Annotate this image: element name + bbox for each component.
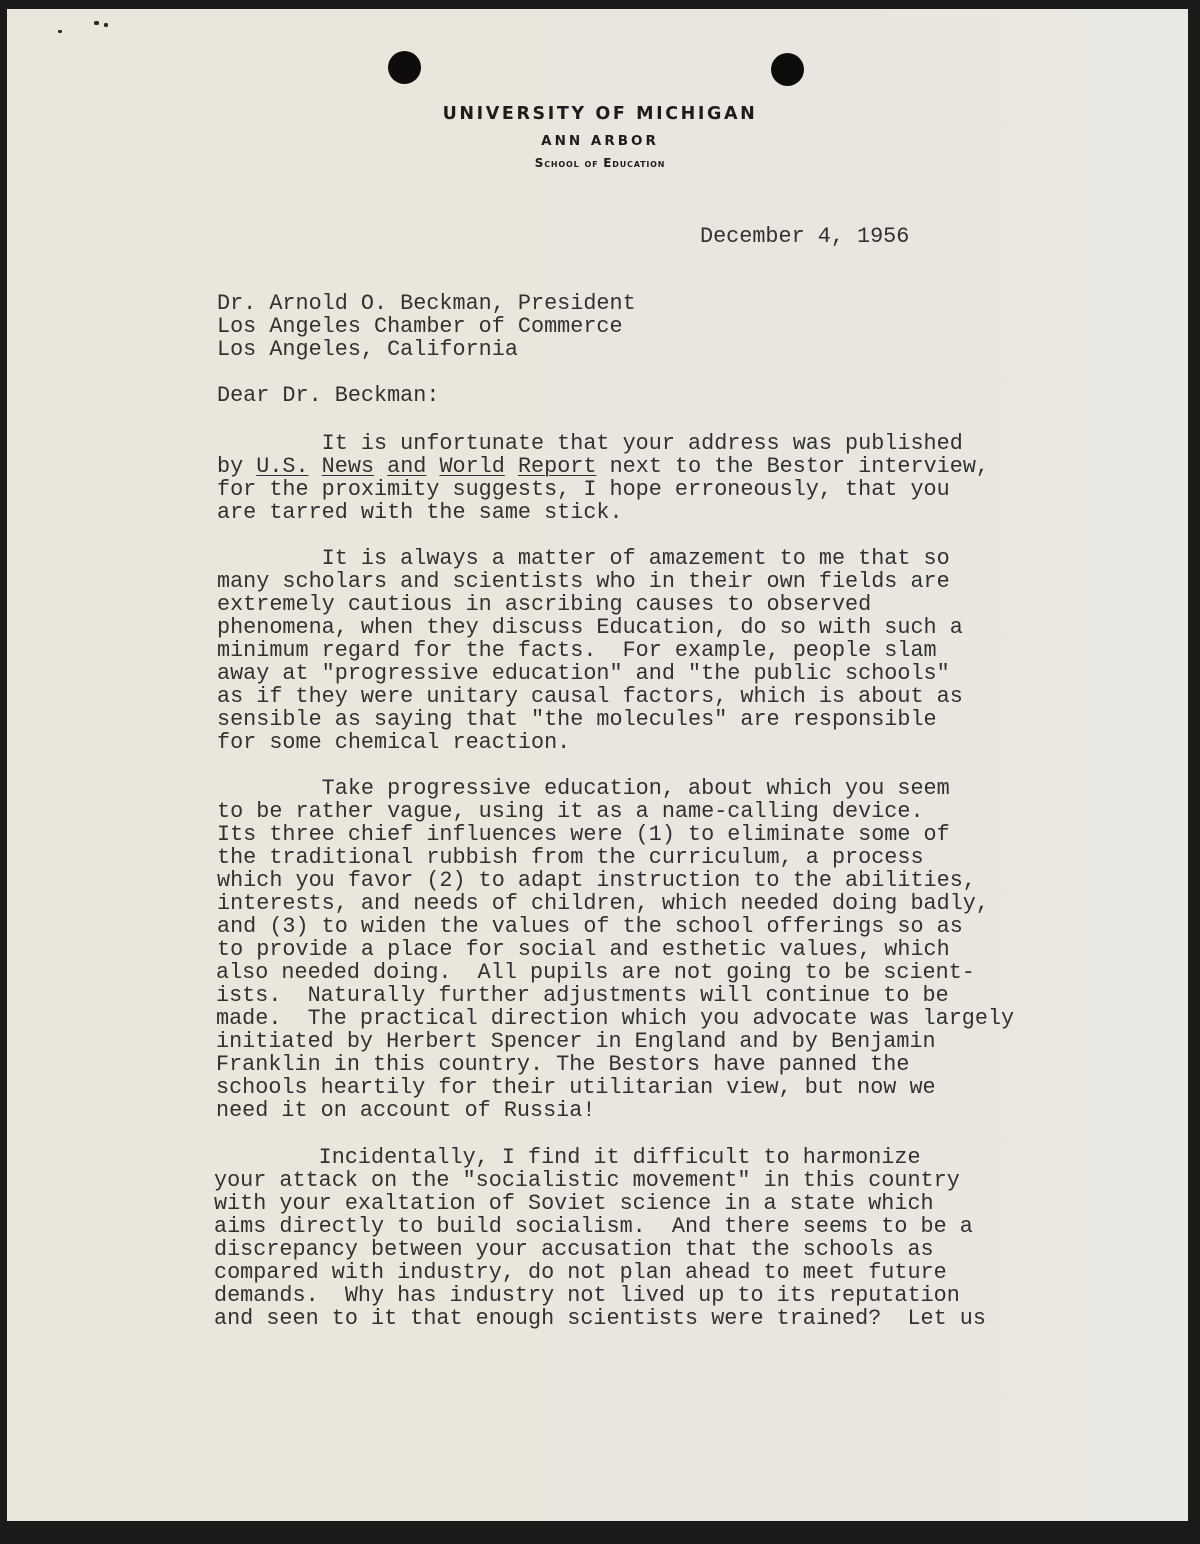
paragraph-line: for some chemical reaction.: [217, 729, 571, 755]
paragraph-line: It is always a matter of amazement to me that so: [217, 545, 950, 571]
paragraph-line: ists. Naturally further adjustments will continue to be: [216, 982, 949, 1008]
paragraph-line: which you favor (2) to adapt instruction to the abilities,: [217, 867, 976, 893]
paragraph-line: extremely cautious in ascribing causes to observed: [217, 591, 872, 617]
paragraph-line: schools heartily for their utilitarian view, but now we: [216, 1074, 936, 1100]
paper-blemish: [58, 30, 62, 33]
paragraph-line: minimum regard for the facts. For example, people slam: [217, 637, 937, 663]
paragraph-line: discrepancy between your accusation that the schools as: [214, 1236, 934, 1262]
paragraph-line: demands. Why has industry not lived up to its reputation: [214, 1282, 960, 1308]
publication-title: News: [321, 453, 375, 479]
paragraph-line: also needed doing. All pupils are not going to be scient-: [216, 959, 975, 985]
paragraph-line: need it on account of Russia!: [216, 1097, 596, 1123]
paragraph-line: are tarred with the same stick.: [217, 499, 623, 525]
paragraph-line: and seen to it that enough scientists were trained? Let us: [214, 1305, 986, 1331]
paragraph-line: interests, and needs of children, which needed doing badly,: [217, 890, 989, 916]
paper-blemish: [104, 23, 108, 27]
publication-title: and: [387, 453, 427, 479]
paragraph-line: to provide a place for social and esthetic values, which: [217, 936, 950, 962]
letter-date: December 4, 1956: [700, 223, 910, 249]
letterhead-institution: UNIVERSITY OF MICHIGAN: [442, 104, 758, 124]
paragraph-line: initiated by Herbert Spencer in England and by Benjamin: [216, 1028, 936, 1054]
paragraph-line: as if they were unitary causal factors, which is about as: [217, 683, 963, 709]
paragraph-line: your attack on the "socialistic movement" in this country: [214, 1167, 960, 1193]
punch-hole-left: [388, 51, 421, 84]
paragraph-line-with-title: by U.S. News and World Report next to the Bestor interview,: [217, 453, 990, 479]
paragraph-line: with your exaltation of Soviet science in a state which: [214, 1190, 934, 1216]
publication-title: Report: [517, 453, 597, 479]
paper-blemish: [94, 21, 99, 25]
paragraph-line: the traditional rubbish from the curriculum, a process: [217, 844, 924, 870]
paragraph-line: compared with industry, do not plan ahead to meet future: [214, 1259, 947, 1285]
paragraph-line: to be rather vague, using it as a name-calling device.: [217, 798, 924, 824]
paragraph-line: Take progressive education, about which you seem: [217, 775, 950, 801]
paragraph-line: away at "progressive education" and "the public schools": [217, 660, 950, 686]
paragraph-line: made. The practical direction which you advocate was largely: [216, 1005, 1015, 1031]
paragraph-line: Incidentally, I find it difficult to harmonize: [214, 1144, 921, 1170]
paragraph-line: many scholars and scientists who in their own fields are: [217, 568, 950, 594]
publication-title: U.S.: [256, 453, 309, 479]
letterhead-city: ANN ARBOR: [541, 133, 659, 149]
publication-title: World: [439, 453, 505, 479]
punch-hole-right: [771, 53, 804, 86]
paragraph-line: aims directly to build socialism. And there seems to be a: [214, 1213, 973, 1239]
paragraph-line: It is unfortunate that your address was published: [217, 430, 963, 456]
paragraph-line: for the proximity suggests, I hope erroneously, that you: [217, 476, 950, 502]
salutation: Dear Dr. Beckman:: [217, 382, 440, 408]
paragraph-line: Its three chief influences were (1) to eliminate some of: [217, 821, 950, 847]
paragraph-line: Franklin in this country. The Bestors have panned the: [216, 1051, 910, 1077]
recipient-line: Los Angeles Chamber of Commerce: [217, 313, 623, 339]
recipient-line: Dr. Arnold O. Beckman, President: [217, 290, 636, 316]
letterhead-school: School of Education: [534, 156, 666, 170]
paragraph-line: phenomena, when they discuss Education, do so with such a: [217, 614, 963, 640]
paragraph-line: sensible as saying that "the molecules" are responsible: [217, 706, 937, 732]
paragraph-line: and (3) to widen the values of the school offerings so as: [217, 913, 963, 939]
recipient-line: Los Angeles, California: [217, 336, 518, 362]
